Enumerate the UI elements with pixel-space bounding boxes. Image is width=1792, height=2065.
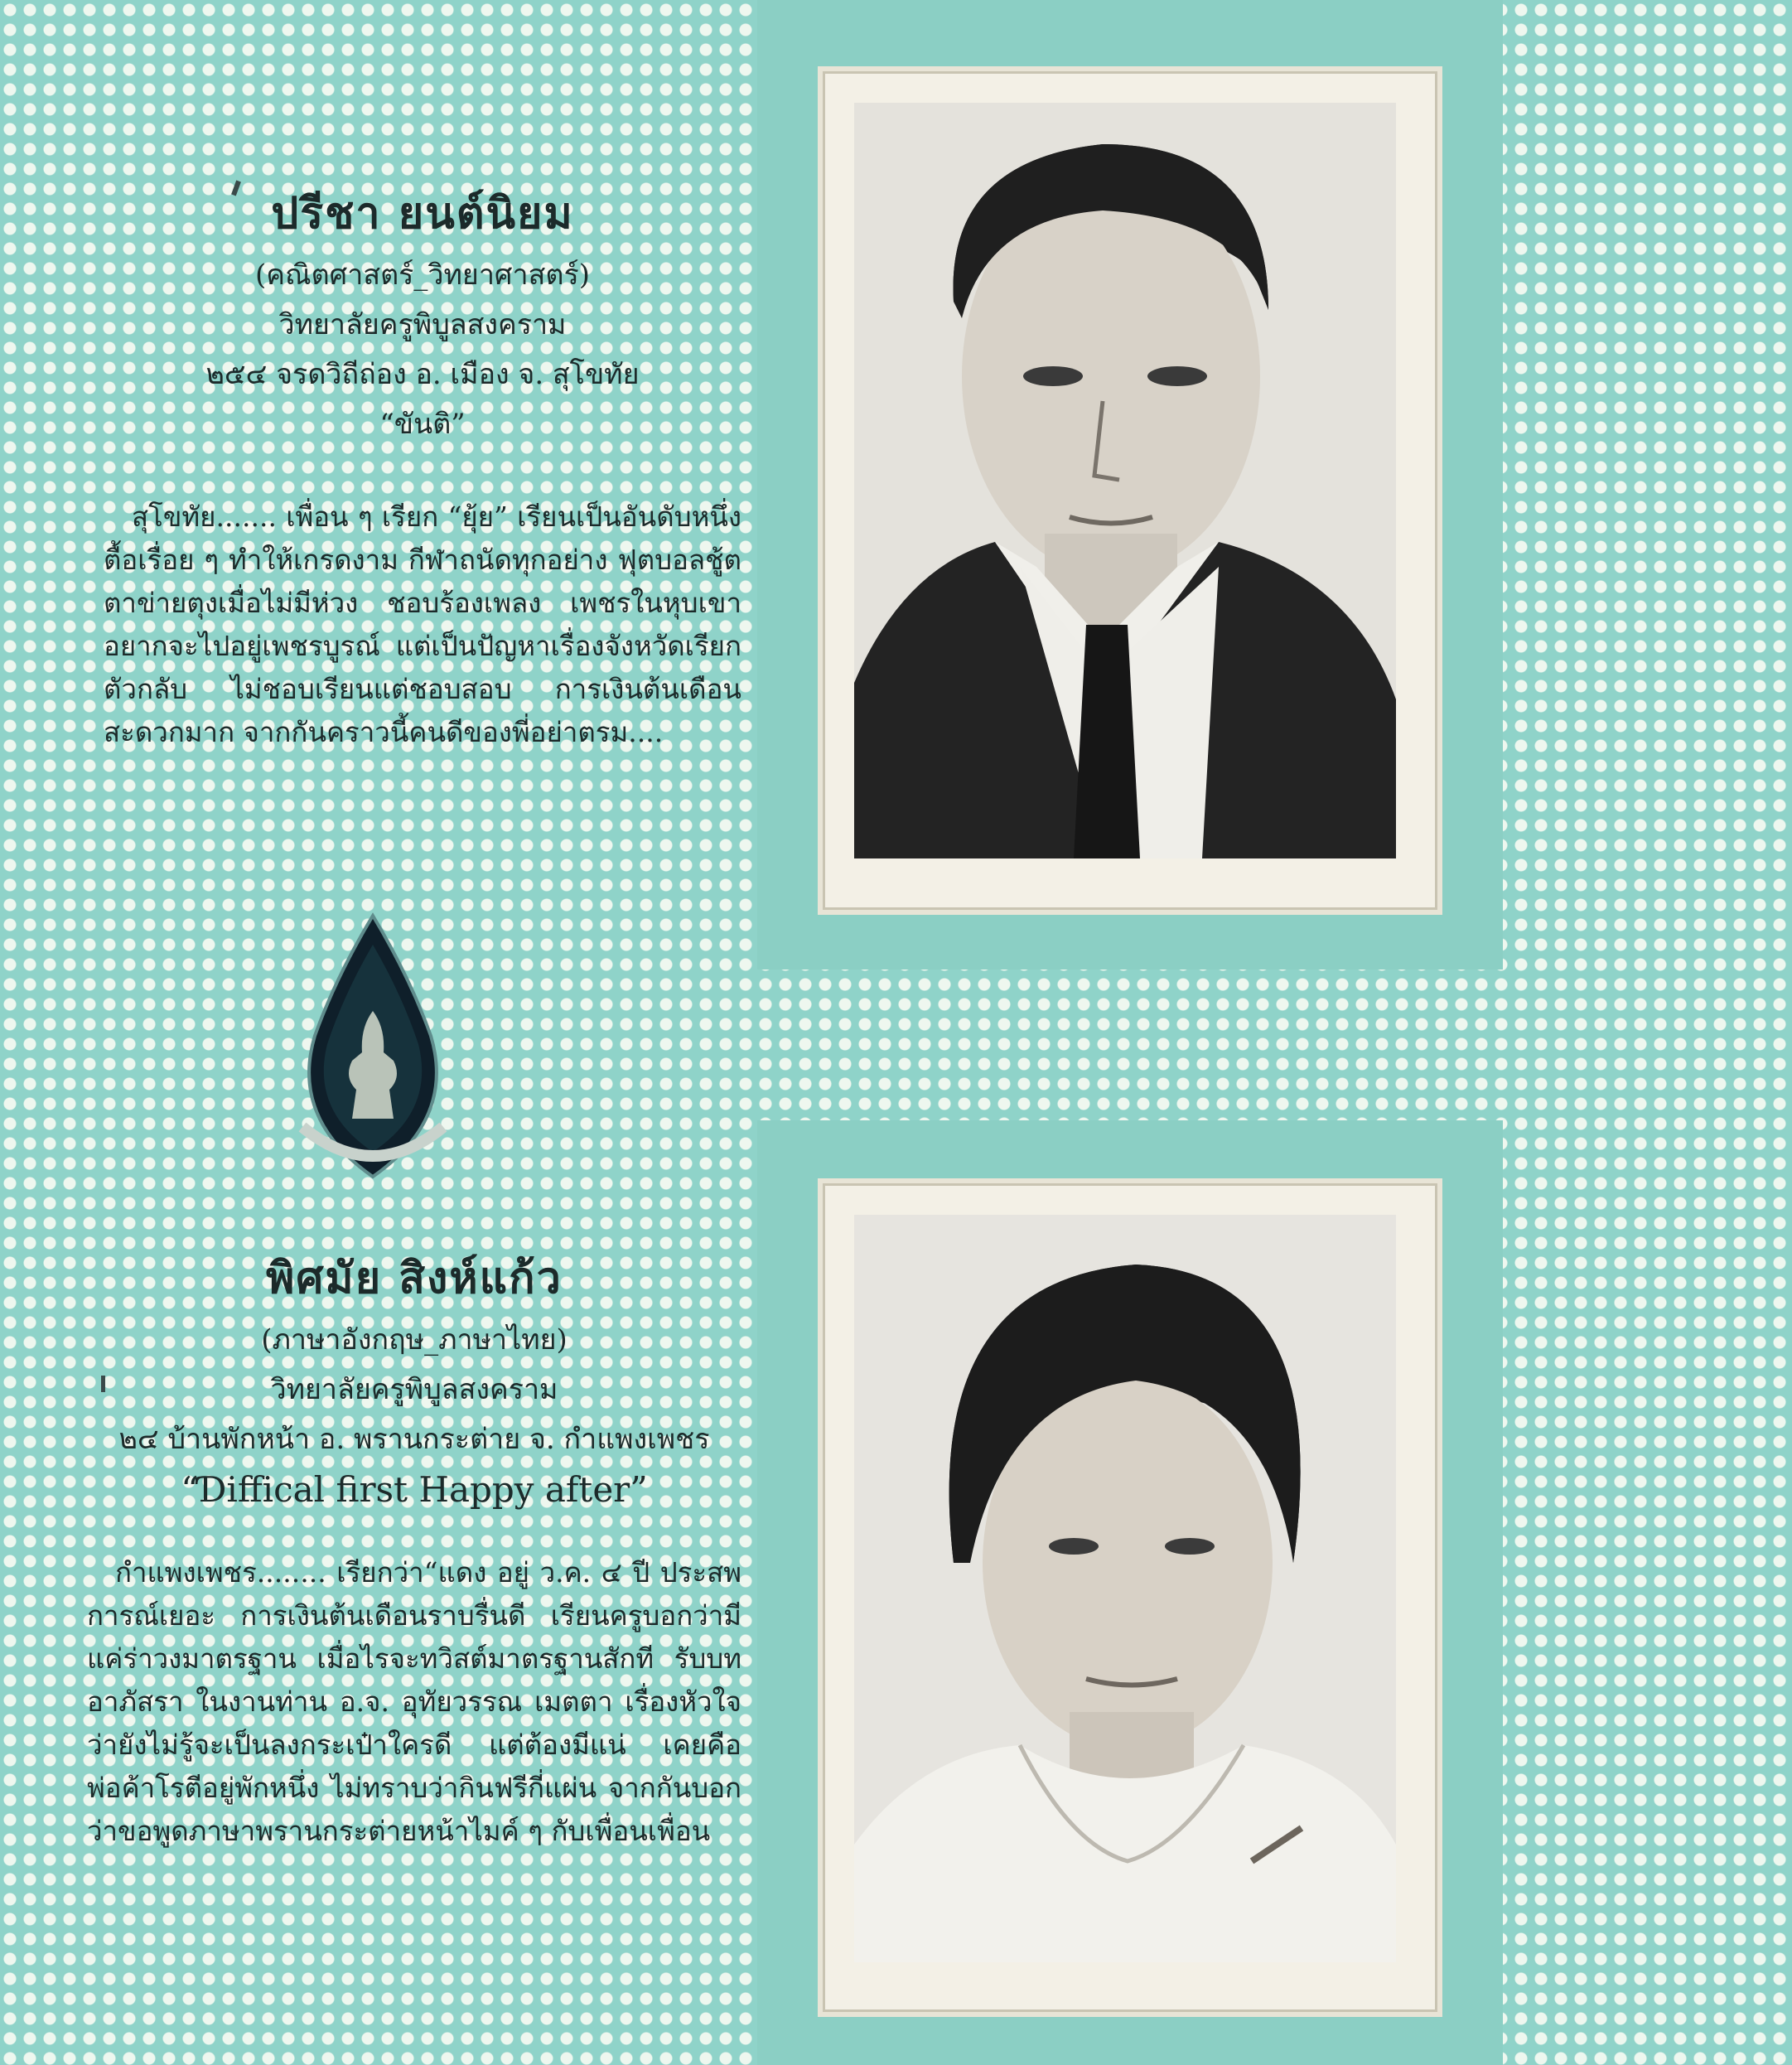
person-motto: “ขันติ” (379, 408, 466, 441)
portrait-photo-2 (854, 1215, 1396, 1962)
person-name: พิศมัย สิงห์แก้ว (266, 1253, 563, 1303)
person-address: ๒๕๔ จรดวิถีถ่อง อ. เมือง จ. สุโขทัย (205, 358, 640, 391)
person-motto: “Ɗiffical first Happy after” (181, 1469, 648, 1510)
profile-2 (87, 1243, 741, 1853)
college-emblem (286, 912, 460, 1185)
profile-1 (104, 178, 741, 754)
person-name: ปรีชา ยนต์นิยม (271, 188, 574, 239)
person-bio: สุโขทัย....... เพื่อน ๆ เรียก “ยุ้ย” เรียนเป็นอันดับหนึ่ง ตื้อเรื่อย ๆ ทำให้เกรดงาม กีฬาถนัดทุกอย่าง ฟุตบอลชู้ตตาข่ายตุงเมื่อไม่มีห่วง ชอบร้องเพลง เพชรในหุบเขา อยากจะไปอยู่เพชรบูรณ์ แต่เป็นปัญหาเรื่องจังหวัดเรียกตัวกลับ ไม่ชอบเรียนแต่ชอบสอบ การเงินต้นเดือนสะดวกมาก จากกันคราวนี้คนดีของพี่อย่าตรม.... (104, 501, 741, 748)
person-subjects: (ภาษาอังกฤษ_ภาษาไทย) (261, 1323, 568, 1357)
person-college: วิทยาลัยครูพิบูลสงคราม (270, 1373, 558, 1406)
person-subjects: (คณิตศาสตร์_วิทยาศาสตร์) (255, 259, 590, 292)
portrait-photo-1 (854, 103, 1396, 858)
photo-frame-2 (818, 1178, 1442, 2017)
person-address: ๒๔ บ้านพักหน้า อ. พรานกระต่าย จ. กำแพงเพชร (118, 1423, 710, 1456)
photo-frame-1 (818, 66, 1442, 915)
person-college: วิทยาลัยครูพิบูลสงคราม (278, 308, 567, 341)
person-bio: กำแพงเพชร........ เรียกว่า“แดง อยู่ ว.ค. ๔ ปี ประสพการณ์เยอะ การเงินต้นเดือนราบรื่นดี เรียนครูบอกว่ามีแค่ร่าวงมาตรฐาน เมื่อไรจะทวิสต์มาตรฐานสักที รับบทอาภัสรา ในงานท่าน อ.จ. อุทัยวรรณ เมตตา เรื่องหัวใจว่ายังไม่รู้จะเป็นลงกระเป๋าใครดี แต่ต้องมีแน่ เคยคือพ่อค้าโรตีอยู่พักหนึ่ง ไม่ทราบว่ากินฟรีกี่แผ่น จากกันบอกว่าขอพูดภาษาพรานกระต่ายหน้าไมค์ ๆ กับเพื่อนเพื่อน (87, 1556, 741, 1847)
